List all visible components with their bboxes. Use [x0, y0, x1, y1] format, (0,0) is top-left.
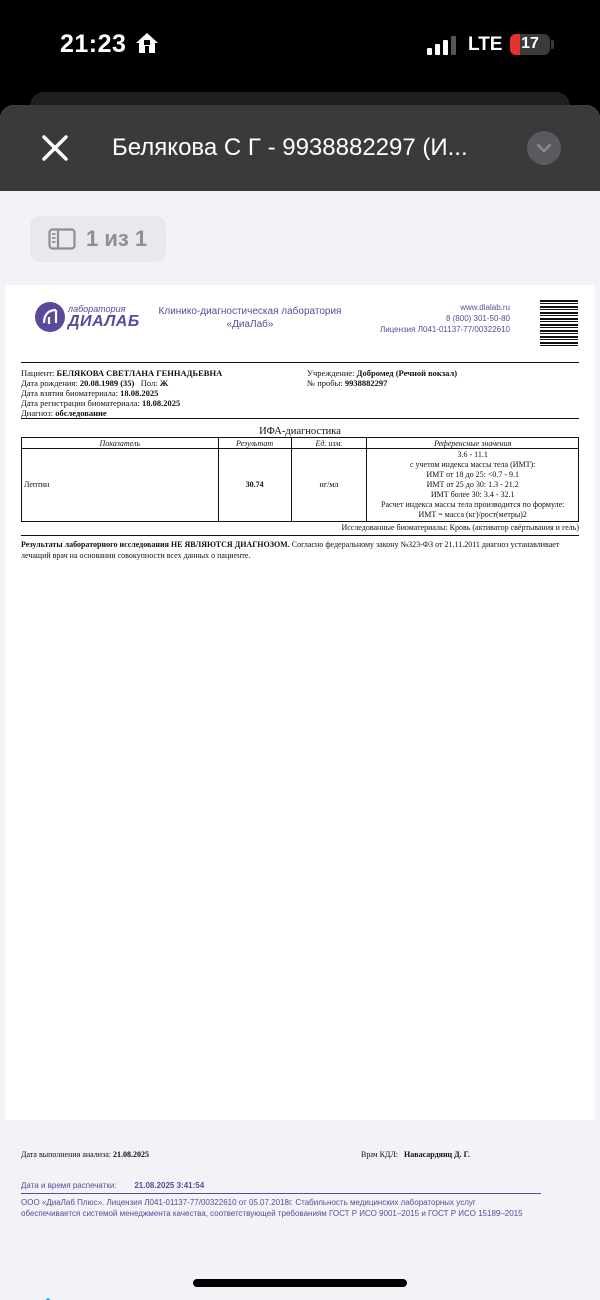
- home-icon: [134, 31, 160, 55]
- lab-contacts: [365, 302, 510, 335]
- column-header: Результат: [218, 438, 291, 449]
- battery-icon: [510, 34, 550, 55]
- results-table: [21, 437, 579, 522]
- sex-value: Ж: [159, 378, 169, 388]
- sample-date: 18.08.2025: [120, 388, 159, 398]
- logo-subtitle: лаборатория: [68, 304, 126, 314]
- column-header: Ед. изм.: [291, 438, 367, 449]
- column-header: Референсные значения: [367, 438, 579, 449]
- document-viewer: [0, 105, 600, 1300]
- navigation-bar: [0, 105, 600, 191]
- print-datetime: Дата и время распечатки: 21.08.2025 3:41:54: [21, 1181, 205, 1190]
- status-time: 21:23: [60, 30, 127, 58]
- test-result: 30.74: [218, 449, 291, 522]
- reg-date-line: Дата регистрации биоматериала: 18.08.2025: [21, 398, 181, 408]
- reference-values: 3.6 - 11.1 с учетом индекса массы тела (ИМТ): ИМТ от 18 до 25: <0.7 - 9.1 ИМТ от 25 до 30: 1.3 - 21.2 ИМТ более 30: 3.4 - 32.1 Расчет индекса массы тела производится по формуле: ИМТ = масса (кг)/рост(метры)2: [367, 449, 579, 522]
- reg-date: 18.08.2025: [141, 398, 181, 408]
- sample-date-line: Дата взятия биоматериала: 18.08.2025: [21, 388, 159, 398]
- sample-number-line: № пробы: 9938882297: [307, 378, 388, 388]
- lab-phone: 8 (800) 301-50-80: [445, 314, 510, 323]
- home-indicator: [193, 1279, 407, 1287]
- document-title: Белякова С Г - 9938882297 (И...: [112, 134, 468, 161]
- table-row: [22, 449, 579, 522]
- divider: [21, 535, 579, 536]
- signal-icon: [427, 35, 459, 55]
- test-name: Лептин: [22, 449, 219, 522]
- battery-level: 17: [521, 35, 539, 52]
- diagnosis-line: Диагноз: обследование: [21, 408, 107, 418]
- doctor-signature: Врач КДЛ: Навасардянц Д. Г.: [361, 1150, 470, 1159]
- execution-date: Дата выполнения анализа: 21.08.2025: [21, 1150, 149, 1159]
- disclaimer: Результаты лабораторного исследования НЕ ЯВЛЯЮТСЯ ДИАГНОЗОМ. Согласно федеральному закону №323-ФЗ от 21.11.2011 диагноз устанавливает лечащий врач на основании совокупности всех данных о пациенте.: [21, 540, 560, 560]
- document-page: [5, 285, 595, 1218]
- table-header-row: [22, 438, 579, 449]
- close-icon[interactable]: [40, 133, 70, 163]
- logo-title: ДИАЛАБ: [68, 313, 140, 330]
- divider: [21, 418, 579, 419]
- lab-website: www.dialab.ru: [460, 303, 510, 312]
- chevron-down-icon: [536, 142, 552, 154]
- divider: [21, 1193, 541, 1194]
- sample-number: 9938882297: [344, 378, 388, 388]
- divider: [21, 362, 579, 363]
- institution-line: Учреждение: Добромед (Речной вокзал): [307, 368, 458, 378]
- table-title: ИФА-диагностика: [259, 426, 341, 437]
- barcode: [540, 300, 578, 348]
- diagnosis-value: обследование: [55, 408, 107, 418]
- biomaterial-note: Исследованные биоматериалы: Кровь (активатор свёртывания и гель): [341, 523, 579, 532]
- dob-value: 20.08.1989 (35): [79, 378, 135, 388]
- status-bar: [0, 0, 600, 95]
- battery-tip: [551, 40, 554, 49]
- more-options-button[interactable]: [527, 131, 561, 165]
- lab-name-line2: «ДиаЛаб»: [226, 319, 274, 330]
- patient-line: Пациент: БЕЛЯКОВА СВЕТЛАНА ГЕННАДЬЕВНА: [21, 368, 223, 378]
- network-type: LTE: [468, 34, 503, 55]
- column-header: Показатель: [22, 438, 219, 449]
- institution-value: Добромед (Речной вокзал): [356, 368, 458, 378]
- lab-license: Лицензия Л041-01137-77/00322610: [379, 325, 510, 334]
- lab-name: [155, 305, 345, 331]
- dob-line: Дата рождения: 20.08.1989 (35) Пол: Ж: [21, 378, 169, 388]
- sidebar-icon: [48, 228, 76, 250]
- lab-name-line1: Клинико-диагностическая лаборатория: [158, 306, 342, 317]
- page-indicator[interactable]: [30, 216, 166, 262]
- footer-license: ООО «ДиаЛаб Плюс». Лицензия Л041-01137-77/00322610 от 05.07.2018г. Стабильность медицинских лабораторных услуг обеспечивается системой менеджмента качества, соответствующей требованиям ГОСТ Р ИСО 9001–2015 и ГОСТ Р ИСО 15189–2015: [21, 1198, 523, 1218]
- patient-name: БЕЛЯКОВА СВЕТЛАНА ГЕННАДЬЕВНА: [56, 368, 223, 378]
- page-indicator-label: 1 из 1: [86, 226, 148, 251]
- lab-logo-icon: [35, 302, 65, 332]
- test-unit: нг/мл: [291, 449, 367, 522]
